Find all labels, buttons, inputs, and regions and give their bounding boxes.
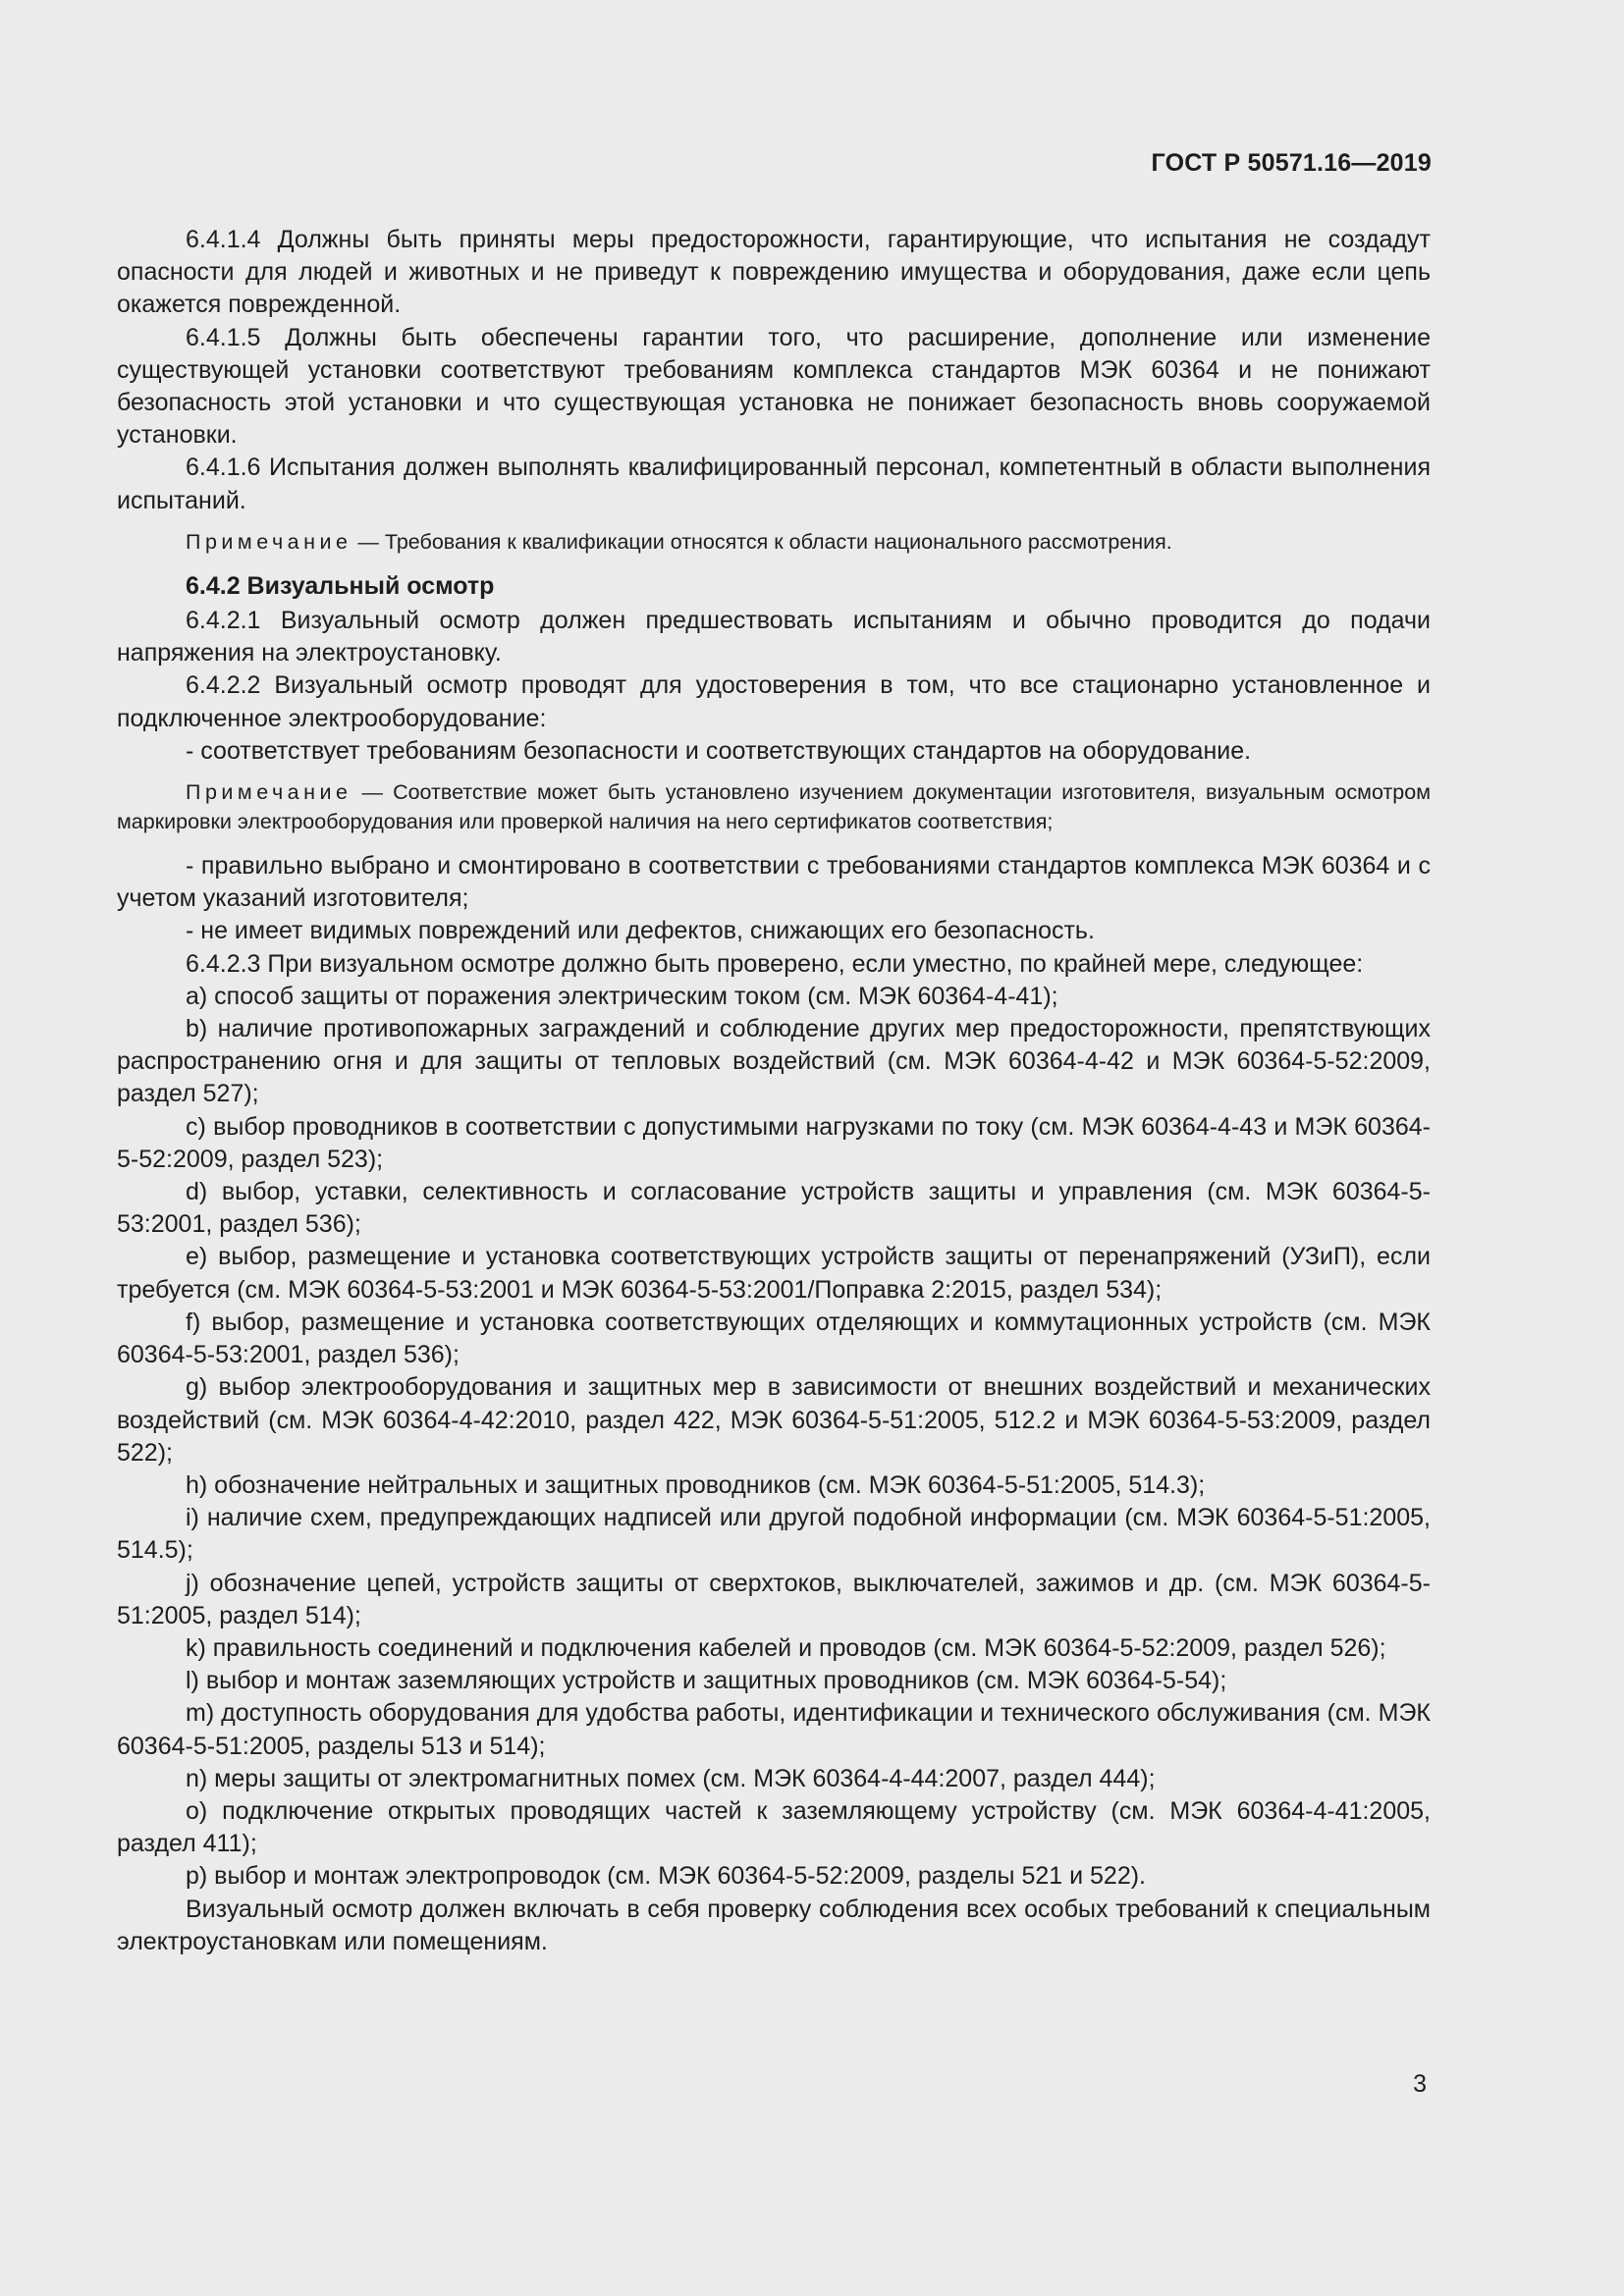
note-qualification xyxy=(117,527,1431,557)
note-text: — Соответствие может быть установлено изучением документации изготовителя, визуальным осмотром маркировки электрооборудования или проверкой наличия на него сертификатов соответствия; xyxy=(117,780,1431,834)
paragraph-6-4-2-3: 6.4.2.3 При визуальном осмотре должно быть проверено, если уместно, по крайней мере, следующее: xyxy=(186,949,1364,978)
note-label: Примечание xyxy=(186,780,352,805)
list-item-e: e) выбор, размещение и установка соответствующих устройств защиты от перенапряжений (УЗиП), если требуется (см. МЭК 60364-5-53:2001 и МЭК 60364-5-53:2001/Поправка 2:2015, раздел 534); xyxy=(117,1243,1431,1304)
list-item-f: f) выбор, размещение и установка соответствующих отделяющих и коммутационных устройств (см. МЭК 60364-5-53:2001, раздел 536); xyxy=(117,1308,1431,1369)
list-item-l: l) выбор и монтаж заземляющих устройств и защитных проводников (см. МЭК 60364-5-54); xyxy=(186,1667,1227,1695)
closing-paragraph: Визуальный осмотр должен включать в себя проверку соблюдения всех особых требований к специальным электроустановкам или помещениям. xyxy=(117,1895,1431,1955)
note-label: Примечание xyxy=(186,529,352,554)
document-code-header: ГОСТ Р 50571.16—2019 xyxy=(1151,149,1432,177)
list-item-d: d) выбор, уставки, селективность и согласование устройств защиты и управления (см. МЭК 60364-5-53:2001, раздел 536); xyxy=(117,1178,1431,1239)
paragraph-6-4-2-2: 6.4.2.2 Визуальный осмотр проводят для удостоверения в том, что все стационарно установленное и подключенное электрооборудование: xyxy=(117,671,1431,732)
paragraph-6-4-2-1: 6.4.2.1 Визуальный осмотр должен предшествовать испытаниям и обычно проводится до подачи напряжения на электроустановку. xyxy=(117,607,1431,667)
list-item-p: p) выбор и монтаж электропроводок (см. МЭК 60364-5-52:2009, разделы 521 и 522). xyxy=(186,1862,1146,1891)
list-item-a: a) способ защиты от поражения электрическим током (см. МЭК 60364-4-41); xyxy=(186,982,1058,1010)
list-item-k: k) правильность соединений и подключения кабелей и проводов (см. МЭК 60364-5-52:2009, раздел 526); xyxy=(186,1633,1386,1662)
page-number: 3 xyxy=(1413,2070,1427,2098)
list-item-c: c) выбор проводников в соответствии с допустимыми нагрузками по току (см. МЭК 60364-4-43 и МЭК 60364-5-52:2009, раздел 523); xyxy=(117,1112,1431,1173)
list-item-h: h) обозначение нейтральных и защитных проводников (см. МЭК 60364-5-51:2005, 514.3); xyxy=(186,1470,1206,1499)
list-item-o: o) подключение открытых проводящих частей к заземляющему устройству (см. МЭК 60364-4-41:2005, раздел 411); xyxy=(117,1796,1431,1858)
list-item-g: g) выбор электрооборудования и защитных мер в зависимости от внешних воздействий и механических воздействий (см. МЭК 60364-4-42:2010, раздел 422, МЭК 60364-5-51:2005, 512.2 и МЭК 60364-5-53:2009, раздел 522); xyxy=(117,1373,1431,1467)
list-item-i: i) наличие схем, предупреждающих надписей или другой подобной информации (см. МЭК 60364-5-51:2005, 514.5); xyxy=(117,1504,1431,1565)
list-item-j: j) обозначение цепей, устройств защиты от сверхтоков, выключателей, зажимов и др. (см. МЭК 60364-5-51:2005, раздел 514); xyxy=(117,1569,1431,1629)
note-text: — Требования к квалификации относятся к области национального рассмотрения. xyxy=(352,529,1172,554)
dash-item-correct-installation: - правильно выбрано и смонтировано в соответствии с требованиями стандартов комплекса МЭК 60364 и с учетом указаний изготовителя; xyxy=(117,852,1431,913)
document-body xyxy=(117,224,1431,1958)
dash-item-safety-requirements: - соответствует требованиям безопасности и соответствующих стандартов на оборудование. xyxy=(186,736,1252,765)
paragraph-6-4-1-4: 6.4.1.4 Должны быть приняты меры предосторожности, гарантирующие, что испытания не создадут опасности для людей и животных и не приведут к повреждению имущества и оборудования, даже если цепь окажется поврежденной. xyxy=(117,226,1431,319)
dash-item-no-damage: - не имеет видимых повреждений или дефектов, снижающих его безопасность. xyxy=(186,917,1095,945)
list-item-m: m) доступность оборудования для удобства работы, идентификации и технического обслуживания (см. МЭК 60364-5-51:2005, разделы 513 и 514); xyxy=(117,1699,1431,1760)
note-conformity xyxy=(117,777,1431,836)
list-item-b: b) наличие противопожарных заграждений и соблюдение других мер предосторожности, препятствующих распространению огня и для защиты от тепловых воздействий (см. МЭК 60364-4-42 и МЭК 60364-5-52:2009, раздел 527); xyxy=(117,1015,1431,1108)
section-heading-6-4-2: 6.4.2 Визуальный осмотр xyxy=(186,571,495,600)
list-item-n: n) меры защиты от электромагнитных помех (см. МЭК 60364-4-44:2007, раздел 444); xyxy=(186,1764,1156,1792)
paragraph-6-4-1-5: 6.4.1.5 Должны быть обеспечены гарантии того, что расширение, дополнение или изменение существующей установки соответствуют требованиям комплекса стандартов МЭК 60364 и не понижают безопасность этой установки и что существующая установка не понижает безопасность вновь сооружаемой установки. xyxy=(117,323,1431,450)
paragraph-6-4-1-6: 6.4.1.6 Испытания должен выполнять квалифицированный персонал, компетентный в области выполнения испытаний. xyxy=(117,454,1431,514)
